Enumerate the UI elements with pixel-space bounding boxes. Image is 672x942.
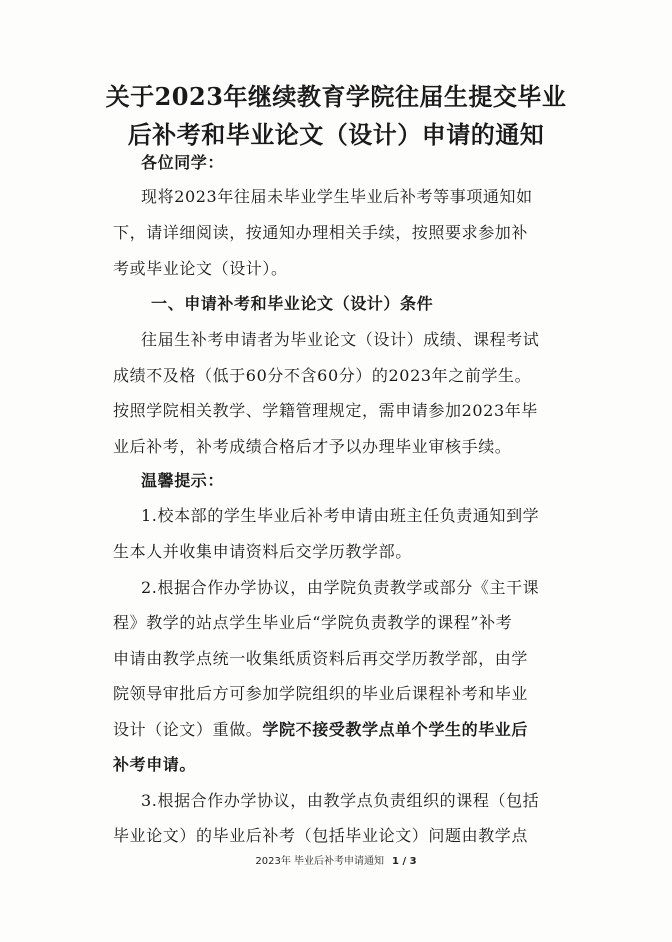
tip-line: 毕业论文）的毕业后补考（包括毕业论文）问题由教学点 xyxy=(113,826,529,845)
tip-line: 院领导审批后方可参加学院组织的毕业后课程补考和毕业 xyxy=(113,684,529,703)
tip-line: 3.根据合作办学协议，由教学点负责组织的课程（包括 xyxy=(141,791,540,810)
intro-line: 考或毕业论文（设计）。 xyxy=(113,259,288,278)
section-line: 往届生补考申请者为毕业论文（设计）成绩、课程考试 xyxy=(141,330,540,349)
tip-emphasis: 补考申请。 xyxy=(113,755,197,774)
intro-line: 下，请详细阅读，按通知办理相关手续，按照要求参加补 xyxy=(113,223,529,242)
page-footer xyxy=(0,852,672,867)
section-line: 成绩不及格（低于60分不含60分）的2023年之前学生。 xyxy=(113,366,532,385)
tip-line: 生本人并收集申请资料后交学历教学部。 xyxy=(113,542,412,561)
footer-label: 2023年 毕业后补考申请通知 xyxy=(255,856,385,867)
tip-line: 申请由教学点统一收集纸质资料后再交学历教学部，由学 xyxy=(113,649,529,668)
document-title-line-2: 后补考和毕业论文（设计）申请的通知 xyxy=(127,120,545,149)
tip-line: 程》教学的站点学生毕业后“学院负责教学的课程”补考 xyxy=(113,613,513,632)
greeting: 各位同学： xyxy=(141,153,225,172)
tips-heading: 温馨提示： xyxy=(141,471,225,490)
intro-line: 现将2023年往届未毕业学生毕业后补考等事项通知如 xyxy=(141,187,533,206)
section-heading: 一、申请补考和毕业论文（设计）条件 xyxy=(151,294,434,313)
tip-emphasis: 学院不接受教学点单个学生的毕业后 xyxy=(262,720,529,739)
section-line: 按照学院相关教学、学籍管理规定，需申请参加2023年毕 xyxy=(113,401,538,420)
page-number: 1 / 3 xyxy=(392,856,417,867)
tip-text: 设计（论文）重做。 xyxy=(113,720,263,739)
document-title-line-1: 关于2023年继续教育学院往届生提交毕业 xyxy=(105,82,567,111)
tip-line-mixed xyxy=(113,719,583,741)
tip-line: 1.校本部的学生毕业后补考申请由班主任负责通知到学 xyxy=(141,506,540,525)
section-line: 业后补考，补考成绩合格后才予以办理毕业审核手续。 xyxy=(113,437,512,456)
tip-line: 2.根据合作办学协议，由学院负责教学或部分《主干课 xyxy=(141,578,540,597)
